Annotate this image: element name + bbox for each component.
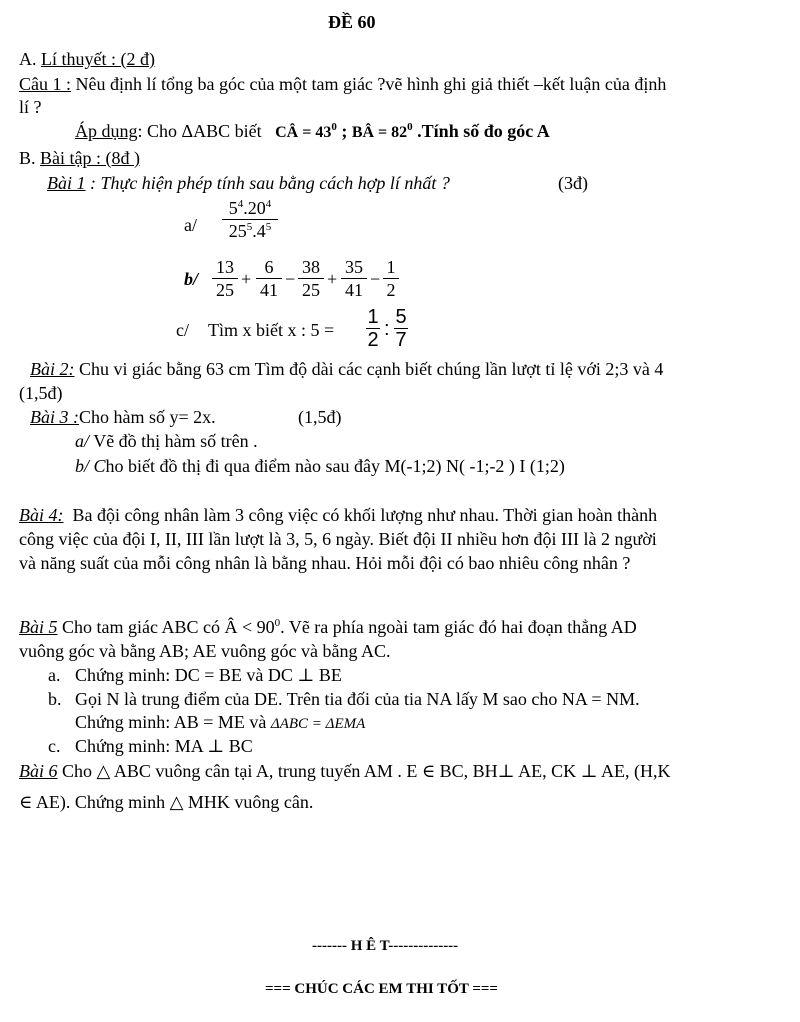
bai1-points: (3đ)	[558, 173, 588, 193]
bai3-a-text: Vẽ đồ thị hàm số trên .	[89, 431, 258, 451]
closing-wish: === CHÚC CÁC EM THI TỐT ===	[265, 981, 498, 997]
bai3-b-label: b/ C	[75, 456, 106, 476]
bai3-points: (1,5đ)	[298, 407, 342, 427]
bai5-text-1b: . Vẽ ra phía ngoài tam giác đó hai đoạn thẳng AD	[280, 617, 637, 637]
bai3-part-a	[75, 432, 258, 450]
apply-label: Áp dụng	[75, 121, 138, 141]
bai5-item-b-marker: b.	[48, 689, 62, 709]
section-a-label: A.	[19, 49, 37, 69]
cau1-line2: lí ?	[19, 97, 42, 117]
fraction-4: 35 41	[341, 258, 367, 299]
bai3-text: Cho hàm số y= 2x.	[79, 407, 216, 427]
cau1-line1	[19, 75, 666, 93]
b-angle-exp: 0	[407, 121, 413, 133]
apply-text: : Cho ΔABC biết	[137, 121, 262, 141]
op-1: +	[241, 269, 252, 289]
bai5-item-a: Chứng minh: DC = BE và DC ⊥ BE	[75, 665, 342, 685]
part-a-fraction	[222, 199, 278, 240]
bai3-line1	[30, 408, 216, 426]
bai2-text: Chu vi giác bằng 63 cm Tìm độ dài các cạnh biết chúng lần lượt tỉ lệ với 2;3 và 4	[74, 359, 664, 379]
bai2-line1	[30, 360, 663, 378]
section-a-title: Lí thuyết : (2 đ)	[41, 49, 155, 69]
bai6-line2: ∈ AE). Chứng minh △ MHK vuông cân.	[19, 792, 314, 812]
part-a-denominator: $25^5.4^5$	[228, 221, 272, 241]
bai3-a-label: a/	[75, 431, 90, 451]
bai5-item-a-marker: a.	[48, 665, 61, 685]
bai5-b-line2-text: Chứng minh: AB = ME và	[75, 712, 271, 732]
bai6-text-1: Cho △ ABC vuông cân tại A, trung tuyến AM . E ∈ BC, BH⊥ AE, CK ⊥ AE, (H,K	[57, 761, 671, 781]
c-angle-exp: 0	[331, 121, 337, 133]
fraction-1: 13 25	[212, 258, 238, 299]
bai5-item-b: Gọi N là trung điểm của DE. Trên tia đối của tia NA lấy M sao cho NA = NM.	[75, 689, 640, 709]
c-angle: CÂ = 43	[275, 124, 332, 141]
bai6-label: Bài 6	[19, 761, 58, 781]
bai4-line3: và năng suất của mỗi công nhân là bằng nhau. Hỏi mỗi đội có bao nhiêu công nhân ?	[19, 553, 631, 573]
part-c-fraction-2: 5 7	[395, 306, 407, 351]
bai3-part-b	[75, 457, 565, 475]
bai2-label: Bài 2:	[30, 359, 75, 379]
section-b-title: Bài tập : (8đ )	[40, 148, 140, 168]
bai4-line1	[19, 506, 657, 524]
bai1-text: : Thực hiện phép tính sau bằng cách hợp lí nhất ?	[85, 173, 450, 193]
bai5-label: Bài 5	[19, 617, 58, 637]
bai4-label: Bài 4:	[19, 505, 64, 525]
bai1-label: Bài 1	[47, 173, 86, 193]
fraction-5: 1 2	[383, 258, 399, 299]
bai2-line2: (1,5đ)	[19, 383, 63, 403]
part-c-colon: :	[384, 318, 390, 340]
bai3-b-text: ho biết đồ thị đi qua điểm nào sau đây M(-1;2) N( -1;-2 ) I (1;2)	[105, 456, 565, 476]
op-2: −	[285, 269, 296, 289]
bai6-line1	[19, 762, 671, 780]
bai5-b-formula: ΔABC = ΔEMA	[270, 716, 366, 732]
fraction-2: 6 41	[256, 258, 282, 299]
bai5-item-b-line2	[75, 713, 365, 732]
section-b-heading	[19, 149, 140, 167]
part-c-label: c/	[176, 320, 189, 340]
part-a-numerator: $5^4.20^4$	[228, 198, 272, 218]
cau1-apply	[75, 122, 550, 141]
angle-sep: ;	[336, 121, 352, 141]
cau1-text: Nêu định lí tổng ba góc của một tam giác ?vẽ hình ghi giả thiết –kết luận của định	[71, 74, 667, 94]
bai5-exp: 0	[274, 617, 281, 629]
section-b-label: B.	[19, 148, 36, 168]
bai3-label: Bài 3 :	[30, 407, 79, 427]
end-marker: ------- H Ê T--------------	[312, 938, 459, 954]
page-title: ĐỀ 60	[328, 12, 376, 32]
fraction-3: 38 25	[298, 258, 324, 299]
apply-text-2: .Tính số đo góc	[412, 121, 537, 141]
bai5-line2: vuông góc và bằng AB; AE vuông góc và bằng AC.	[19, 641, 391, 661]
op-4: −	[370, 269, 381, 289]
bai1-heading	[47, 174, 450, 192]
bai5-item-c-marker: c.	[48, 736, 61, 756]
bai5-item-c: Chứng minh: MA ⊥ BC	[75, 736, 253, 756]
part-c-text: Tìm x biết x : 5 =	[208, 320, 335, 340]
part-c-fraction-1: 1 2	[367, 306, 379, 351]
cau1-label: Câu 1 :	[19, 74, 71, 94]
b-angle: BÂ = 82	[351, 124, 408, 141]
bai4-line2: công việc của đội I, II, III lần lượt là 3, 5, 6 ngày. Biết đội II nhiều hơn đội III là 2 người	[19, 529, 657, 549]
part-a-label: a/	[184, 215, 197, 235]
fraction-bar	[222, 219, 278, 220]
part-b-label: b/	[184, 269, 199, 289]
bai4-text-1: Ba đội công nhân làm 3 công việc có khối lượng như nhau. Thời gian hoàn thành	[72, 505, 658, 525]
bai5-line1	[19, 618, 637, 636]
bai5-text-1a: Cho tam giác ABC có Â < 90	[57, 617, 275, 637]
op-3: +	[327, 269, 338, 289]
apply-angle: A	[536, 121, 550, 141]
section-a-heading	[19, 50, 155, 68]
